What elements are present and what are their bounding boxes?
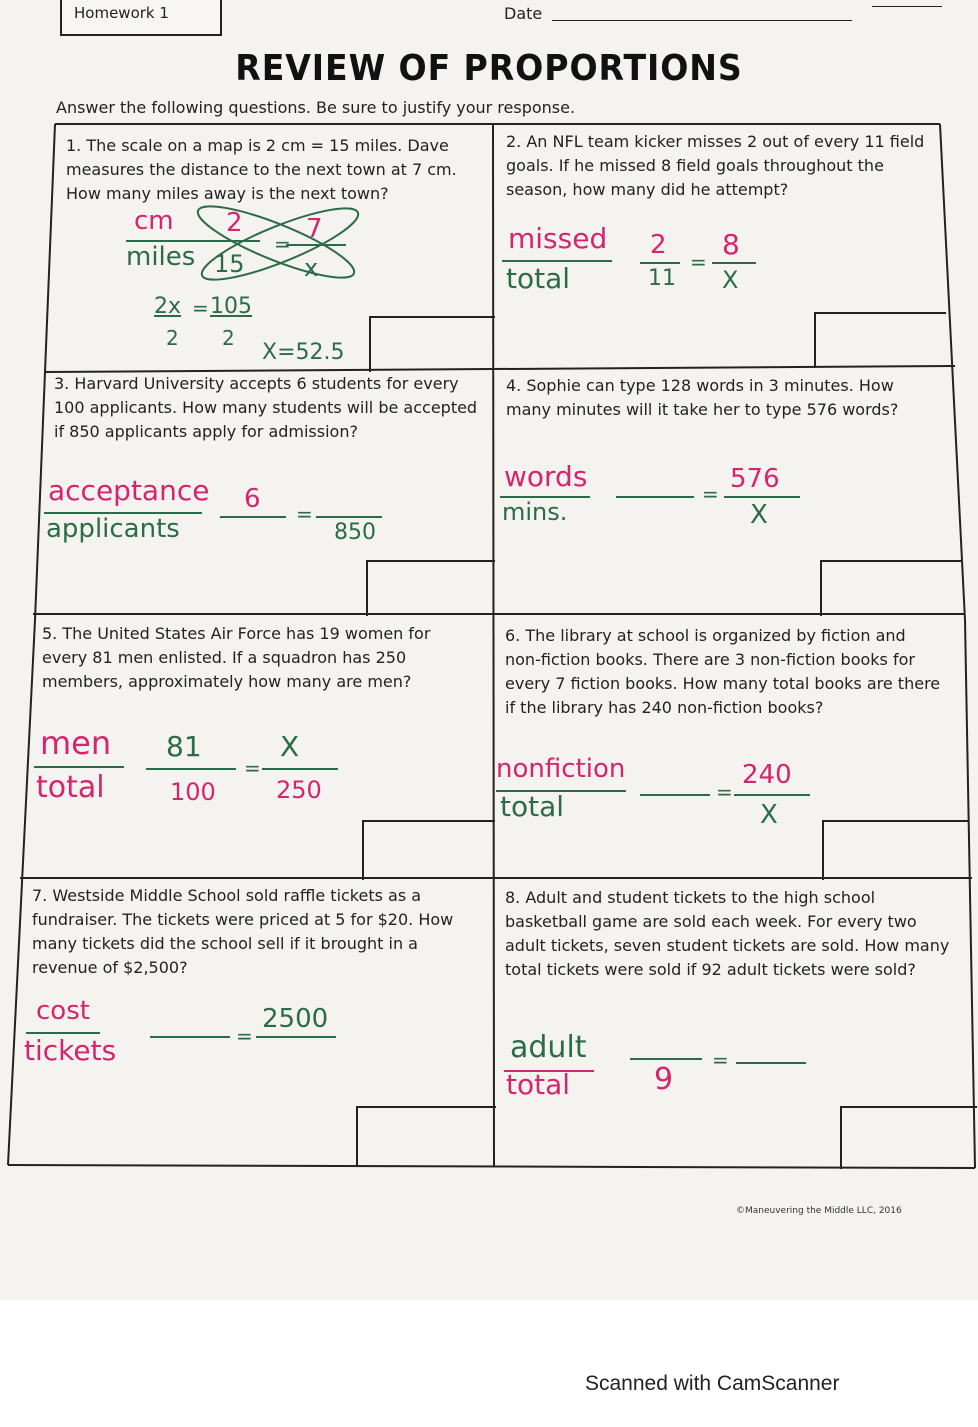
q2-frac2-top: 8 [722,228,740,261]
q6-equals: = [716,780,733,804]
q5-frac2-bottom: 250 [276,776,322,804]
q2-label-top: missed [508,222,608,255]
q4-frac2-top: 576 [730,464,780,494]
q1-equals: = [274,232,291,256]
q2-frac2-bar [712,262,756,264]
q8-frac2-bar [736,1062,806,1064]
q1-label-top: cm [134,206,174,236]
q7-frac1-bar [150,1036,230,1038]
question-5-text: 5. The United States Air Force has 19 women for every 81 men enlisted. If a squadron has 250 members, approximately how many are men? [42,624,431,691]
period-line [872,6,942,7]
q2-frac2-bottom: X [722,266,739,294]
question-4-text: 4. Sophie can type 128 words in 3 minutes. How many minutes will it take her to type 576 words? [506,376,899,419]
q1-eq-sign: = [192,296,209,320]
q7-frac2-bar [256,1036,336,1038]
unit-header-box [60,0,222,36]
q1-eq-right: 105 [210,294,252,319]
q2-equals: = [690,250,707,274]
homework-label: Homework 1 [74,4,169,22]
q6-label-bottom: total [500,790,565,823]
question-3-text: 3. Harvard University accepts 6 students for every 100 applicants. How many students will be accepted if 850 applicants apply for admission? [54,374,478,441]
q3-label-top: acceptance [48,474,210,507]
q3-frac2-bottom: 850 [334,520,376,545]
copyright-note: ©Maneuvering the Middle LLC, 2016 [736,1206,902,1216]
q5-label-bottom: total [36,770,105,805]
q1-frac1-bottom: 15 [214,250,245,278]
q2-frac1-bottom: 11 [648,266,676,291]
q8-equals: = [712,1048,729,1072]
q6-label-top: nonfiction [496,754,626,784]
q2-label-bottom: total [506,262,571,295]
q2-frac1-bar [640,262,680,264]
q6-frac2-bar [734,794,810,796]
answer-box-7[interactable] [356,1106,496,1167]
q4-frac1-bar [616,496,694,498]
instructions: Answer the following questions. Be sure to justify your response. [56,98,576,117]
answer-box-8[interactable] [840,1106,977,1169]
q6-frac1-bar [640,794,710,796]
q8-frac1-bottom: 9 [654,1062,674,1097]
q4-label-bottom: mins. [502,498,568,526]
q1-cross-multiply-loops [196,196,366,292]
q1-eq-left: 2x [154,294,182,319]
answer-box-1[interactable] [369,316,495,372]
q5-label-bar [34,766,124,768]
q5-label-top: men [40,724,112,762]
q5-frac2-top: X [280,730,300,763]
question-7-text: 7. Westside Middle School sold raffle tickets as a fundraiser. The tickets were priced at 5 for $20. How many tickets did the school sell if it brought in a revenue of $2,500? [32,886,454,977]
q2-frac1-top: 2 [650,230,667,260]
q7-frac2-top: 2500 [262,1004,329,1034]
q1-label-bottom: miles [126,242,196,272]
q4-equals: = [702,482,719,506]
q7-equals: = [236,1024,253,1048]
q3-equals: = [296,502,313,526]
q7-label-top: cost [36,996,90,1026]
q1-div-left: 2 [166,326,179,350]
q4-frac2-bar [724,496,800,498]
date-line [552,20,852,21]
question-6-text: 6. The library at school is organized by fiction and non-fiction books. There are 3 non-fiction books for every 7 fiction books. How many total books are there if the library has 240 non-fiction books? [505,626,941,717]
q5-frac1-top: 81 [166,730,202,763]
answer-box-4[interactable] [820,560,962,616]
answer-box-3[interactable] [366,560,495,616]
q8-frac1-bar [630,1058,702,1060]
q4-label-top: words [504,460,588,493]
q5-equals: = [244,756,261,780]
q5-frac2-bar [262,768,338,770]
q6-frac2-top: 240 [742,760,792,790]
answer-box-2[interactable] [814,312,946,368]
date-label: Date [504,4,543,23]
camscanner-footer: Scanned with CamScanner [585,1372,840,1395]
question-2-text: 2. An NFL team kicker misses 2 out of every 11 field goals. If he missed 8 field goals throughout the season, how many did he attempt? [506,132,925,199]
q1-div-right: 2 [222,326,235,350]
q1-solution: X=52.5 [262,340,345,365]
q6-frac2-bottom: X [760,800,778,830]
q1-frac2-top: 7 [306,214,323,244]
q1-frac1-top: 2 [226,208,243,238]
q8-label-top: adult [510,1030,587,1065]
q1-frac2-bottom: x [304,254,319,282]
page-title: REVIEW OF PROPORTIONS [235,48,743,89]
answer-box-5[interactable] [362,820,495,880]
q3-frac2-bar [316,516,382,518]
q3-label-bottom: applicants [46,514,180,544]
question-8-text: 8. Adult and student tickets to the high school basketball game are sold each week. For every two adult tickets, seven student tickets are sold. How many total tickets were sold if 92 adult tickets were sold? [505,888,950,979]
q5-frac1-bottom: 100 [170,778,216,806]
q3-frac1-bar [220,516,286,518]
question-1-text: 1. The scale on a map is 2 cm = 15 miles. Dave measures the distance to the next town at 7 cm. How many miles away is the next town? [66,136,457,203]
q7-label-bottom: tickets [24,1034,117,1067]
q3-frac1-top: 6 [244,484,261,514]
q8-label-bottom: total [506,1068,571,1101]
q4-frac2-bottom: X [750,500,768,530]
answer-box-6[interactable] [822,820,969,880]
q5-frac1-bar [146,768,236,770]
